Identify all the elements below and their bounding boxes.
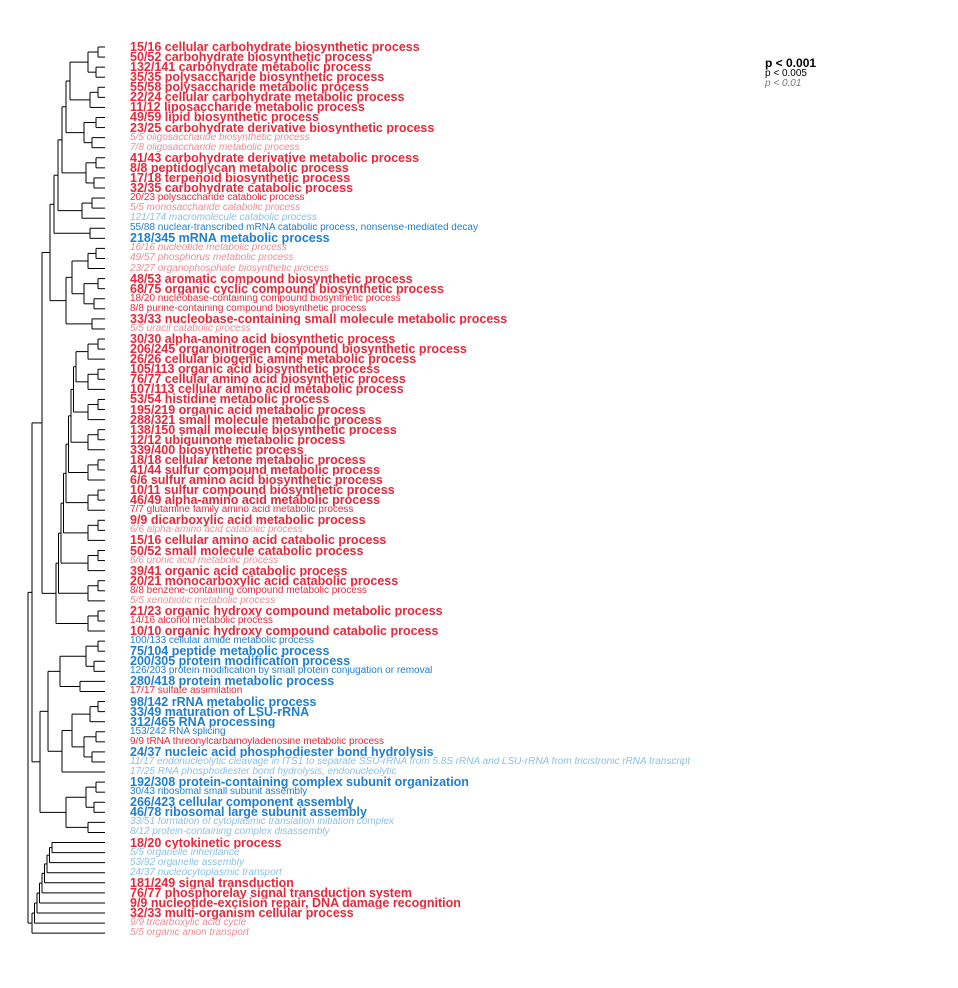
term-label: 10/11 sulfur compound biosynthetic process [130,483,395,497]
term-label: 55/58 polysaccharide metabolic process [130,81,370,94]
term-label: 192/308 protein-containing complex subunit organization [130,775,469,789]
term-label: 75/104 peptide metabolic process [130,644,330,658]
term-label: 18/18 cellular ketone metabolic process [130,453,366,467]
term-label: 312/465 RNA processing [130,715,276,728]
term-label: 200/305 protein modification process [130,655,351,668]
term-label: 195/219 organic acid metabolic process [130,403,366,416]
term-label: 39/41 organic acid catabolic process [130,564,348,577]
term-label: 68/75 organic cyclic compound biosynthetic process [130,282,444,295]
term-label: 26/26 cellular biogenic amine metabolic process [130,352,417,366]
term-label: 33/33 nucleobase-containing small molecule metabolic process [130,312,508,326]
term-label: 266/423 cellular component assembly [130,796,354,809]
term-label: 18/20 cytokinetic process [130,836,282,849]
term-label: 138/150 small molecule biosynthetic process [130,423,397,436]
term-label: 100/133 cellular amide metabolic process [130,636,314,647]
term-label: 23/25 carbohydrate derivative biosynthetic process [130,121,435,134]
term-label: 41/43 carbohydrate derivative metabolic process [130,151,420,165]
legend-p005: p < 0.005 [765,68,807,79]
term-label: 105/113 organic acid biosynthetic process [130,362,381,376]
term-label: 5/5 organic anion transport [130,928,249,939]
term-label: 5/5 monosaccharide catabolic process [130,203,301,214]
term-label: 50/52 small molecule catabolic process [130,544,364,557]
term-label: 16/16 nucleotide metabolic process [130,243,287,254]
term-label: 32/33 multi-organism cellular process [130,906,354,920]
term-label: 14/16 alcohol metabolic process [130,615,273,626]
term-label: 23/27 organophosphate biosynthetic process [130,263,330,274]
term-label: 17/25 RNA phosphodiester bond hydrolysis, endonucleolytic [130,767,397,778]
term-label: 5/5 uracil catabolic process [130,323,251,334]
term-label: 280/418 protein metabolic process [130,675,335,688]
term-label: 30/30 alpha-amino acid biosynthetic process [130,332,396,346]
term-label: 181/249 signal transduction [130,876,294,890]
term-label: 53/54 histidine metabolic process [130,393,330,406]
term-label: 6/6 alpha-amino acid catabolic process [130,525,303,536]
term-label: 55/88 nuclear-transcribed mRNA catabolic process, nonsense-mediated decay [130,223,478,234]
term-label: 9/9 dicarboxylic acid metabolic process [130,514,366,527]
term-label: 50/52 carbohydrate biosynthetic process [130,50,373,64]
term-label: 48/53 aromatic compound biosynthetic process [130,272,413,285]
term-label: 15/16 cellular carbohydrate biosynthetic process [130,40,420,54]
term-label: 218/345 mRNA metabolic process [130,232,330,245]
term-label: 11/12 liposaccharide metabolic process [130,101,365,114]
term-label: 24/37 nucleocytoplasmic transport [130,867,282,878]
term-label: 32/35 carbohydrate catabolic process [130,181,354,195]
term-label: 53/92 organelle assembly [130,857,244,868]
pvalue-legend [765,57,816,89]
term-label: 339/400 biosynthetic process [130,443,304,457]
term-label: 206/245 organonitrogen compound biosynthetic process [130,342,467,356]
term-label: 46/49 alpha-amino acid metabolic process [130,493,381,507]
term-label: 9/9 tRNA threonylcarbamoyladenosine metabolic process [130,736,385,747]
term-label: 8/12 protein-containing complex disassembly [130,827,330,838]
term-label: 76/77 phosphorelay signal transduction system [130,886,413,900]
term-label: 15/16 cellular amino acid catabolic process [130,534,387,547]
term-label: 76/77 cellular amino acid biosynthetic process [130,373,406,386]
term-label: 153/242 RNA splicing [130,726,226,737]
term-label: 33/51 formation of cytoplasmic translation initiation complex [130,817,395,828]
term-label: 10/10 organic hydroxy compound catabolic process [130,624,439,638]
term-label: 12/12 ubiquinone metabolic process [130,433,346,446]
term-label: 8/8 peptidoglycan metabolic process [130,161,349,175]
term-label: 17/17 sulfate assimilation [130,686,243,697]
term-label: 18/20 nucleobase-containing compound biosynthetic process [130,293,401,304]
term-label: 46/78 ribosomal large subunit assembly [130,806,367,819]
term-label: 17/18 terpenoid biosynthetic process [130,171,351,185]
term-label: 7/7 glutamine family amino acid metabolic process [130,505,354,516]
term-label: 107/113 cellular amino acid metabolic process [130,383,404,396]
legend-p01: p < 0.01 [765,78,802,89]
term-label: 20/23 polysaccharide catabolic process [130,193,305,204]
term-label: 8/8 purine-containing compound biosynthetic process [130,303,367,314]
term-label: 30/43 ribosomal small subunit assembly [130,787,308,798]
term-label: 22/24 cellular carbohydrate metabolic process [130,91,405,104]
term-label: 41/44 sulfur compound metabolic process [130,463,381,477]
term-label: 33/49 maturation of LSU-rRNA [130,705,310,718]
term-label: 9/9 tricarboxylic acid cycle [130,918,247,929]
term-label: 8/8 benzene-containing compound metabolic process [130,585,367,596]
term-label: 24/37 nucleic acid phosphodiester bond hydrolysis [130,745,434,759]
term-label: 35/35 polysaccharide biosynthetic process [130,70,385,84]
term-label: 21/23 organic hydroxy compound metabolic process [130,604,443,618]
term-label: 7/8 oligosaccharide metabolic process [130,142,300,153]
term-label: 5/5 organelle inheritance [130,847,240,858]
term-label: 121/174 macromolecule catabolic process [130,213,317,224]
term-label: 98/142 rRNA metabolic process [130,695,317,708]
term-label: 126/203 protein modification by small protein conjugation or removal [130,666,433,677]
term-label: 288/321 small molecule metabolic process [130,413,382,426]
term-label: 5/5 xenobiotic metabolic process [130,595,276,606]
term-label: 11/17 endonucleolytic cleavage in ITS1 to separate SSU-rRNA from 5.8S rRNA and LSU-rRNA from tricistronic rRNA transcript [130,756,691,767]
term-label: 132/141 carbohydrate metabolic process [130,60,372,74]
term-label: 6/6 sulfur amino acid biosynthetic process [130,473,383,487]
term-label: 20/21 monocarboxylic acid catabolic process [130,574,399,587]
legend-p001: p < 0.001 [765,56,817,70]
term-label: 9/9 nucleotide-excision repair, DNA damage recognition [130,896,461,910]
term-label: 6/6 uronic acid metabolic process [130,555,279,566]
term-label: 5/5 oligosaccharide biosynthetic process [130,132,310,143]
term-label: 49/59 lipid biosynthetic process [130,111,319,124]
term-label: 49/57 phosphorus metabolic process [130,253,294,264]
